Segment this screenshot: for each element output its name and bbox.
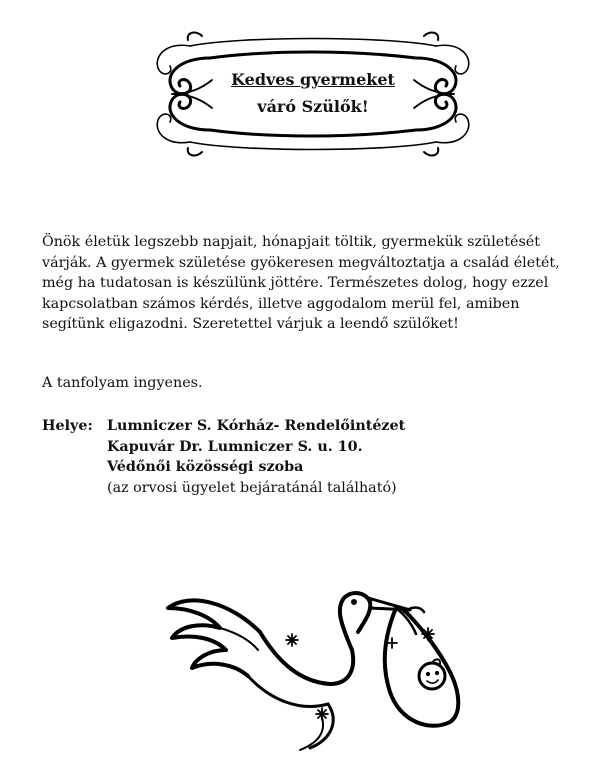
location-block <box>42 416 405 498</box>
location-line-3: Védőnői közösségi szoba <box>107 459 304 475</box>
location-line-2: Kapuvár Dr. Lumniczer S. u. 10. <box>107 438 363 455</box>
location-label: Helye: <box>42 418 93 434</box>
stork-with-baby-icon <box>160 572 470 757</box>
title-line-2: váró Szülők! <box>257 97 369 116</box>
intro-paragraph: Önök életük legszebb napjait, hónapjait töltik, gyermekük születését várják. A gyermek születése gyökeresen megváltoztatja a család életét, még ha tudatosan is készülünk jöttére. Természetes dolog, hogy ezzel kapcsolatban számos kérdés, illetve aggodalom merül fel, amiben segítünk eligazodni. Szeretettel várjuk a leendő szülőket! <box>42 234 560 332</box>
free-notice: A tanfolyam ingyenes. <box>42 375 203 391</box>
page-title <box>150 66 476 120</box>
title-line-1: Kedves gyermeket <box>231 70 395 89</box>
location-line-1: Lumniczer S. Kórház- Rendelőintézet <box>107 418 406 434</box>
intro-paragraph-block <box>42 232 562 335</box>
location-line-4: (az orvosi ügyelet bejáratánál található) <box>107 479 397 496</box>
